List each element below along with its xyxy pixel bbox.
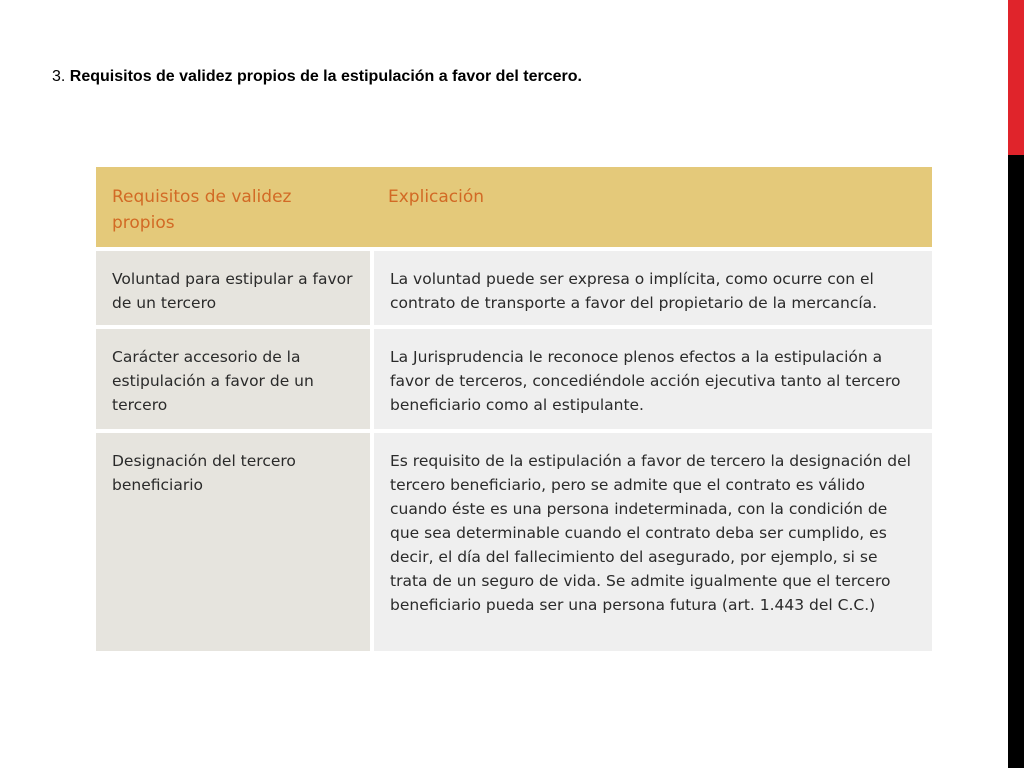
requisito-cell: Designación del tercero beneficiario xyxy=(96,433,370,651)
requisito-cell: Voluntad para estipular a favor de un tercero xyxy=(96,251,370,325)
accent-bar-black xyxy=(1008,155,1024,768)
accent-bar-red xyxy=(1008,0,1024,155)
requisito-cell: Carácter accesorio de la estipulación a favor de un tercero xyxy=(96,329,370,429)
explicacion-cell: Es requisito de la estipulación a favor de tercero la designación del tercero beneficiario, pero se admite que el contrato es válido cuando éste es una persona indeterminada, con la condición de que sea determinable cuando el contrato deba ser cumplido, es decir, el día del fallecimiento del asegurado, por ejemplo, si se trata de un seguro de vida. Se admite igualmente que el tercero beneficiario pueda ser una persona futura (art. 1.443 del C.C.) xyxy=(374,433,932,651)
table-row xyxy=(96,251,932,325)
table-row xyxy=(96,433,932,651)
title-number: 3. xyxy=(52,68,66,85)
slide-title xyxy=(52,68,582,86)
header-explicacion: Explicación xyxy=(388,187,485,207)
explicacion-cell: La voluntad puede ser expresa o implícita, como ocurre con el contrato de transporte a favor del propietario de la mercancía. xyxy=(374,251,932,325)
header-requisitos: Requisitos de validez propios xyxy=(112,187,292,233)
table-header-row xyxy=(96,167,932,247)
explicacion-cell: La Jurisprudencia le reconoce plenos efectos a la estipulación a favor de terceros, concediéndole acción ejecutiva tanto al tercero beneficiario como al estipulante. xyxy=(374,329,932,429)
title-text: Requisitos de validez propios de la estipulación a favor del tercero. xyxy=(69,68,582,85)
table-row xyxy=(96,329,932,429)
requisitos-table xyxy=(96,167,932,651)
